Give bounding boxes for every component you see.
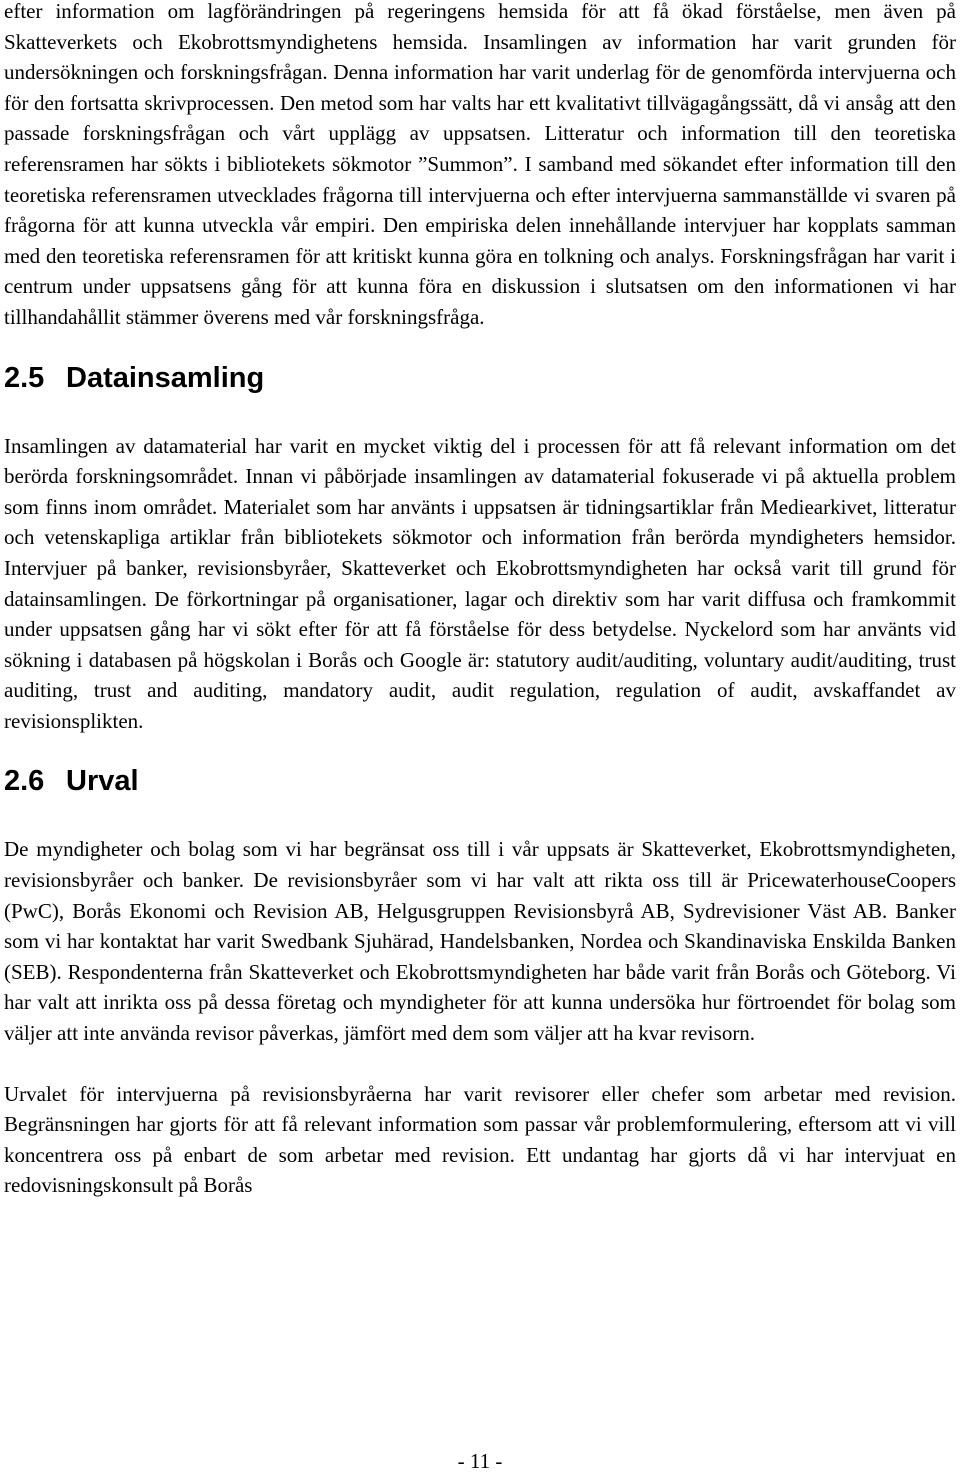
section-number: 2.5 <box>4 361 45 394</box>
section-title: Datainsamling <box>66 361 265 394</box>
paragraph-datainsamling: Insamlingen av datamaterial har varit en mycket viktig del i processen för att få relevant information om det berörda forskningsområdet. Innan vi påbörjade insamlingen av datamaterial fokuserade vi på aktuella problem som finns inom området. Materialet som har använts i uppsatsen är tidningsartiklar från Mediearkivet, litteratur och vetenskapliga artiklar från bibliotekets sökmotor och information från berörda myndigheters hemsidor. Intervjuer på banker, revisionsbyråer, Skatteverket och Ekobrottsmyndigheten har också varit till grund för datainsamlingen. De förkortningar på organisationer, lagar och direktiv som har varit diffusa och framkommit under uppsatsen gång har vi sökt efter för att få förståelse för dess betydelse. Nyckelord som har använts vid sökning i databasen på högskolan i Borås och Google är: statutory audit/auditing, voluntary audit/auditing, trust auditing, trust and auditing, mandatory audit, audit regulation, regulation of audit, avskaffandet av revisionsplikten. <box>4 433 956 733</box>
section-title: Urval <box>66 765 139 798</box>
section-heading-datainsamling <box>4 361 956 395</box>
section-number: 2.6 <box>4 765 45 798</box>
page-number: - 11 - <box>457 1449 503 1473</box>
section-heading-urval <box>4 764 956 798</box>
document-page <box>4 0 956 1201</box>
paragraph-urval-2: Urvalet för intervjuerna på revisionsbyråerna har varit revisorer eller chefer som arbetar med revision. Begränsningen har gjorts för att få relevant information som passar vår problemformulering, eftersom att vi vill koncentrera oss på enbart de som arbetar med revision. Ett undantag har gjorts då vi har intervjuat en redovisningskonsult på Borås <box>4 1081 956 1198</box>
paragraph-urval-1: De myndigheter och bolag som vi har begränsat oss till i vår uppsats är Skatteverket, Ekobrottsmyndigheten, revisionsbyråer och banker. De revisionsbyråer som vi har valt att rikta oss till är PricewaterhouseCoopers (PwC), Borås Ekonomi och Revision AB, Helgusgruppen Revisionsbyrå AB, Sydrevisioner Väst AB. Banker som vi har kontaktat har varit Swedbank Sjuhärad, Handelsbanken, Nordea och Skandinaviska Enskilda Banken (SEB). Respondenterna från Skatteverket och Ekobrottsmyndigheten har både varit från Borås och Göteborg. Vi har valt att inrikta oss på dessa företag och myndigheter för att kunna undersöka hur förtroendet för bolag som väljer att inte använda revisor påverkas, jämfört med dem som väljer att ha kvar revisorn. <box>4 837 956 1046</box>
paragraph-intro: efter information om lagförändringen på regeringens hemsida för att få ökad förståelse, men även på Skatteverkets och Ekobrottsmyndighetens hemsida. Insamlingen av information har varit grunden för undersökningen och forskningsfrågan. Denna information har varit underlag för de genomförda intervjuerna och för den fortsatta skrivprocessen. Den metod som har valts har ett kvalitativt tillvägagångssätt, då vi ansåg att den passade forskningsfrågan och vårt upplägg av uppsatsen. Litteratur och information till den teoretiska referensramen har sökts i bibliotekets sökmotor ”Summon”. I samband med sökandet efter information till den teoretiska referensramen utvecklades frågorna till intervjuerna och efter intervjuerna sammanställde vi svaren på frågorna för att kunna utveckla vår empiri. Den empiriska delen innehållande intervjuer har kopplats samman med den teoretiska referensramen för att kritiskt kunna göra en tolkning och analys. Forskningsfrågan har varit i centrum under uppsatsens gång för att kunna föra en diskussion i slutsatsen om den informationen vi har tillhandahållit stämmer överens med vår forskningsfråga. <box>4 0 956 329</box>
